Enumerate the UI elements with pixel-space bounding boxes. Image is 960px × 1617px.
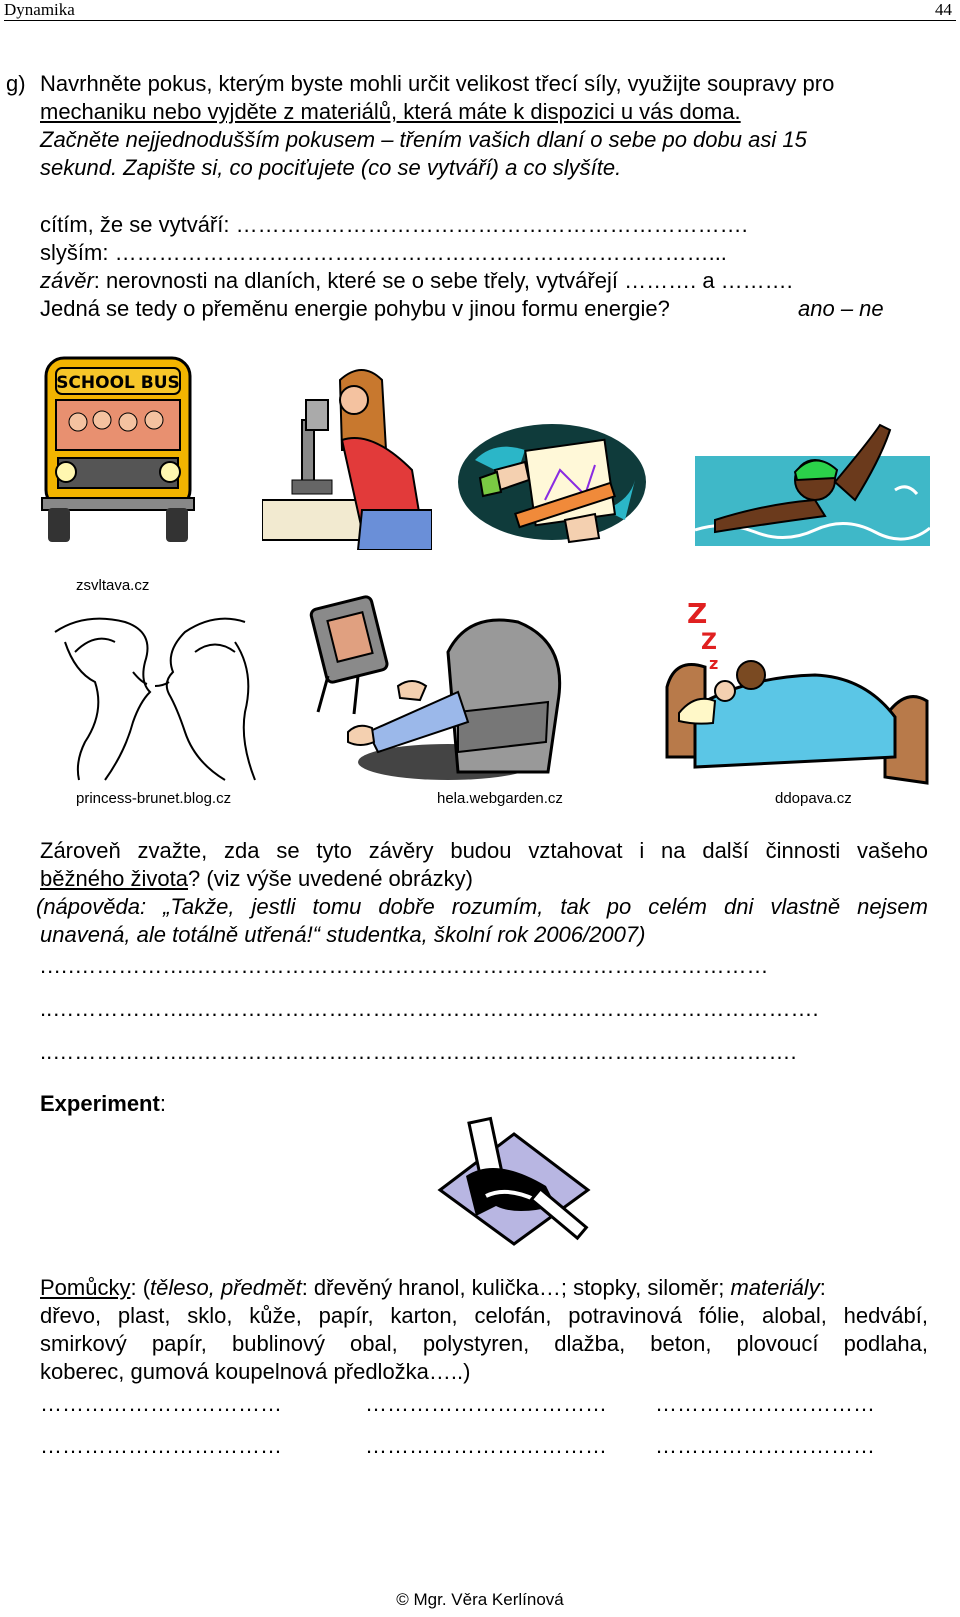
credit-zsvltava: zsvltava.cz (76, 577, 150, 594)
conclusion-line (40, 267, 793, 295)
swimmer-illustration (695, 420, 930, 548)
see-images-text: ? (viz výše uvedené obrázky) (188, 866, 473, 891)
experiment-colon: : (159, 1091, 166, 1116)
feel-label: cítím, že se vytváří: (40, 212, 230, 237)
tools-blank-2b[interactable]: …………………………… (365, 1433, 607, 1458)
tools-line-2: dřevo, plast, sklo, kůže, papír, karton, celofán, potravinová fólie, alobal, hedvábí, (40, 1303, 928, 1328)
svg-text:Z: Z (687, 597, 708, 630)
energy-question: Jedná se tedy o přeměnu energie pohybu v jinou formu energie? (40, 296, 670, 321)
task-line-1: Navrhněte pokus, kterým byste mohli určit velikost třecí síly, využijte soupravy pro (40, 71, 835, 96)
tools-line-1 (40, 1274, 826, 1302)
microscope-girl-illustration (262, 360, 432, 550)
tools-materials-colon: : (819, 1275, 826, 1300)
consider-line-2 (40, 865, 473, 893)
experiment-heading (40, 1090, 166, 1118)
tools-blank-2c[interactable]: ………………………… (655, 1433, 875, 1458)
credit-ddopava: ddopava.cz (775, 790, 852, 807)
consider-line-1: Zároveň zvažte, zda se tyto závěry budou vztahovat i na další činnosti vašeho (40, 838, 928, 863)
hint-line-2: unavená, ale totálně utřená!“ studentka, školní rok 2006/2007) (40, 922, 646, 947)
conclusion-text: : nerovnosti na dlaních, které se o sebe třely, vytvářejí ………. a ………. (93, 268, 793, 293)
hear-blank[interactable]: ………………………………………………………………………... (114, 240, 727, 265)
tools-line-3: smirkový papír, bublinový obal, polystyren, dlažba, beton, plovoucí podlaha, (40, 1331, 928, 1356)
svg-text:Z: Z (701, 630, 717, 655)
feel-answer-line (40, 211, 748, 239)
tools-materials-label: materiály (730, 1275, 820, 1300)
tools-paren: : ( (130, 1275, 151, 1300)
task-line-3: Začněte nejjednodušším pokusem – třením vašich dlaní o sebe po dobu asi 15 (40, 127, 807, 152)
credit-hela-webgarden: hela.webgarden.cz (437, 790, 563, 807)
tools-objects-label: těleso, předmět (150, 1275, 302, 1300)
tools-label: Pomůcky (40, 1275, 131, 1300)
hear-answer-line (40, 239, 727, 267)
experiment-title: Experiment (40, 1091, 160, 1116)
conclusion-label: závěr (40, 268, 94, 293)
task-label: g) (6, 71, 26, 96)
tools-blank-1b[interactable]: …………………………… (365, 1391, 607, 1416)
tools-objects-list: : dřevěný hranol, kulička…; stopky, siloměr; (301, 1275, 725, 1300)
task-line-4: sekund. Zapište si, co pociťujete (co se vytváří) a co slyšíte. (40, 155, 622, 180)
page-header (4, 0, 956, 21)
answer-blank-1[interactable]: .….……………..…………………………………………………………………… (40, 953, 769, 978)
yes-no-options[interactable]: ano – ne (798, 296, 884, 321)
sleeping-bed-illustration (665, 597, 935, 787)
svg-text:SCHOOL BUS: SCHOOL BUS (56, 373, 180, 393)
page-number: 44 (935, 0, 952, 19)
tools-blank-1a[interactable]: …………………………… (40, 1391, 282, 1416)
task-line-2: mechaniku nebo vyjděte z materiálů, která máte k dispozici u vás doma. (40, 99, 741, 124)
svg-text:z: z (709, 654, 719, 673)
kissing-couple-illustration (45, 612, 265, 784)
tools-blank-2a[interactable]: …………………………… (40, 1433, 282, 1458)
everyday-life-text: běžného života (40, 866, 188, 891)
school-bus-illustration (38, 348, 198, 548)
tools-blank-1c[interactable]: ………………………… (655, 1391, 875, 1416)
hear-label: slyším: (40, 240, 109, 265)
credit-princess-brunet: princess-brunet.blog.cz (76, 790, 232, 807)
answer-blank-2[interactable]: ..………………..…………………………………………………………………………. (40, 996, 819, 1021)
tools-line-4: koberec, gumová koupelnová předložka…..) (40, 1359, 471, 1384)
hint-line-1: (nápověda: „Takže, jestli tomu dobře rozumím, tak po celém dni vlastně nejsem (36, 894, 928, 919)
feel-blank[interactable]: ……………………………………………………………. (235, 212, 748, 237)
measuring-tool-icon (436, 1116, 592, 1246)
tv-chair-illustration (308, 592, 570, 787)
footer-author: © Mgr. Věra Kerlínová (396, 1590, 564, 1609)
ruler-drawing-illustration (455, 420, 650, 550)
chapter-title: Dynamika (4, 0, 75, 19)
answer-blank-3[interactable]: ..………………..………………………………………………………………………. (40, 1039, 797, 1064)
